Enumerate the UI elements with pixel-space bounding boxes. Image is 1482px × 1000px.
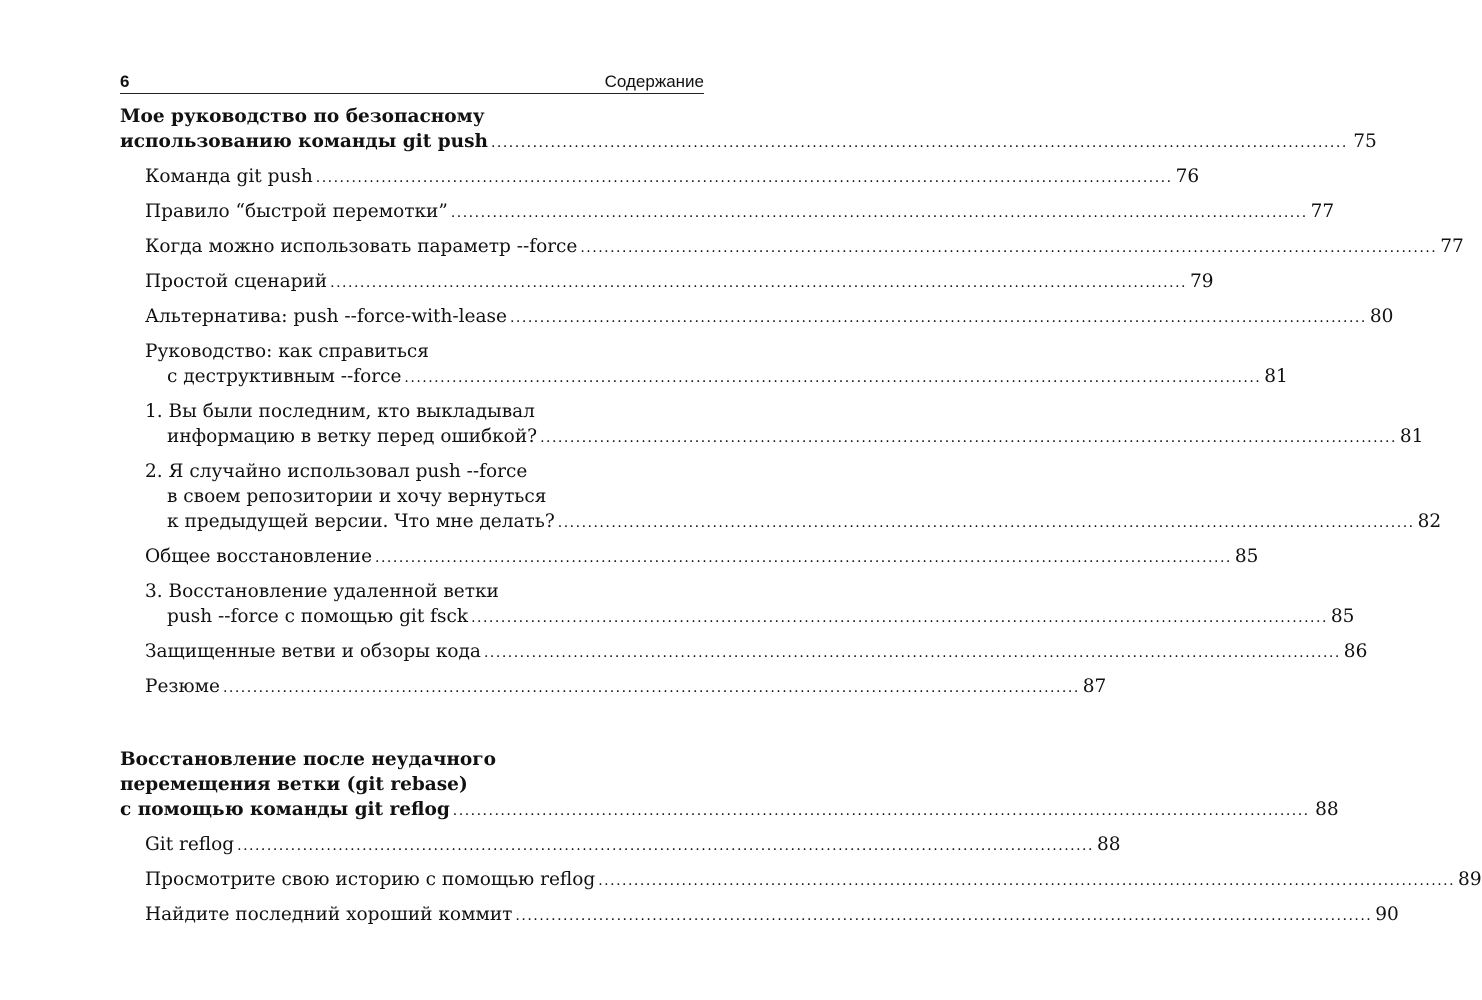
table-of-contents <box>120 104 1482 929</box>
page-number: 6 <box>120 72 130 91</box>
toc-entry-text: Когда можно использовать параметр --force <box>145 236 578 257</box>
toc-entry-page-number: 87 <box>1082 676 1107 697</box>
toc-entry[interactable] <box>145 867 1482 894</box>
toc-entry-text: с деструктивным --force <box>167 366 402 387</box>
toc-entry-page-number: 81 <box>1264 366 1288 387</box>
toc-entry[interactable] <box>145 459 1442 536</box>
toc-entry-text: 1. Вы были последним, кто выкладывал <box>145 401 535 422</box>
toc-entry-text: Команда git push <box>145 166 313 187</box>
chapter-title[interactable] <box>120 104 1377 156</box>
toc-entry[interactable] <box>145 269 1214 296</box>
dot-leader <box>580 240 1437 256</box>
toc-entry-page-number: 89 <box>1458 869 1482 890</box>
running-head <box>120 68 704 94</box>
toc-entry-page-number: 85 <box>1330 606 1355 627</box>
toc-entry[interactable] <box>145 339 1288 391</box>
toc-entry[interactable] <box>145 304 1394 331</box>
toc-page <box>120 68 1482 929</box>
toc-entry-text: информацию в ветку перед ошибкой? <box>167 426 538 447</box>
toc-entry-text: Найдите последний хороший коммит <box>145 904 513 925</box>
toc-entry-text: в своем репозитории и хочу вернуться <box>167 486 547 507</box>
toc-entry[interactable] <box>145 164 1200 191</box>
toc-entry[interactable] <box>145 832 1121 859</box>
chapter-title-line: с помощью команды git reflog <box>120 799 450 820</box>
dot-leader <box>404 370 1261 386</box>
toc-entry-text: 2. Я случайно использовал push --force <box>145 461 528 482</box>
toc-entry-text: 3. Восстановление удаленной ветки <box>145 581 499 602</box>
running-title: Содержание <box>604 72 704 91</box>
toc-entry-page-number: 85 <box>1234 546 1259 567</box>
toc-entry-page-number: 86 <box>1343 641 1368 662</box>
dot-leader <box>558 515 1415 531</box>
toc-entry[interactable] <box>145 579 1355 631</box>
toc-entry-text: Защищенные ветви и обзоры кода <box>145 641 481 662</box>
toc-entry-page-number: 76 <box>1175 166 1200 187</box>
toc-entry-text: Простой сценарий <box>145 271 328 292</box>
chapter-title[interactable] <box>120 747 1339 824</box>
chapter-title-line: перемещения ветки (git rebase) <box>120 774 468 795</box>
chapter-title-line: Мое руководство по безопасному <box>120 106 485 127</box>
dot-leader <box>330 275 1187 291</box>
dot-leader <box>451 205 1308 221</box>
toc-entry[interactable] <box>145 674 1107 701</box>
toc-entry[interactable] <box>145 234 1464 261</box>
toc-entry-text: Просмотрите свою историю с помощью reflog <box>145 869 596 890</box>
toc-entry-page-number: 81 <box>1399 426 1424 447</box>
toc-entry-text: Резюме <box>145 676 220 697</box>
toc-entry-page-number: 77 <box>1310 201 1335 222</box>
dot-leader <box>453 799 1310 824</box>
dot-leader <box>471 610 1328 626</box>
dot-leader <box>491 131 1348 156</box>
dot-leader <box>598 873 1455 889</box>
toc-entry-text: Правило “быстрой перемотки” <box>145 201 448 222</box>
toc-entry[interactable] <box>145 399 1424 451</box>
toc-entry-page-number: 80 <box>1369 306 1394 327</box>
toc-entry-page-number: 79 <box>1189 271 1214 292</box>
dot-leader <box>375 550 1232 566</box>
dot-leader <box>540 430 1397 446</box>
chapter-page-number: 75 <box>1353 131 1377 152</box>
toc-entry-page-number: 88 <box>1096 834 1121 855</box>
toc-chapter <box>120 747 1482 929</box>
toc-entry[interactable] <box>145 639 1368 666</box>
toc-entry-text: Альтернатива: push --force-with-lease <box>145 306 507 327</box>
dot-leader <box>223 680 1080 696</box>
chapter-page-number: 88 <box>1315 799 1339 820</box>
dot-leader <box>237 838 1094 854</box>
toc-entry-text: к предыдущей версии. Что мне делать? <box>167 511 555 532</box>
toc-entry-page-number: 82 <box>1417 511 1442 532</box>
dot-leader <box>515 908 1372 924</box>
chapter-title-line: использованию команды git push <box>120 131 488 152</box>
toc-entry[interactable] <box>145 902 1399 929</box>
dot-leader <box>316 170 1173 186</box>
toc-entry-text: Руководство: как справиться <box>145 341 429 362</box>
dot-leader <box>484 645 1341 661</box>
chapter-title-line: Восстановление после неудачного <box>120 749 496 770</box>
toc-entry[interactable] <box>145 544 1259 571</box>
toc-entry-text: push --force с помощью git fsck <box>167 606 469 627</box>
toc-entry[interactable] <box>145 199 1335 226</box>
toc-entry-text: Git reflog <box>145 834 235 855</box>
dot-leader <box>510 310 1367 326</box>
toc-entry-page-number: 90 <box>1375 904 1399 925</box>
toc-entry-page-number: 77 <box>1440 236 1464 257</box>
toc-entry-text: Общее восстановление <box>145 546 373 567</box>
toc-chapter <box>120 104 1464 701</box>
